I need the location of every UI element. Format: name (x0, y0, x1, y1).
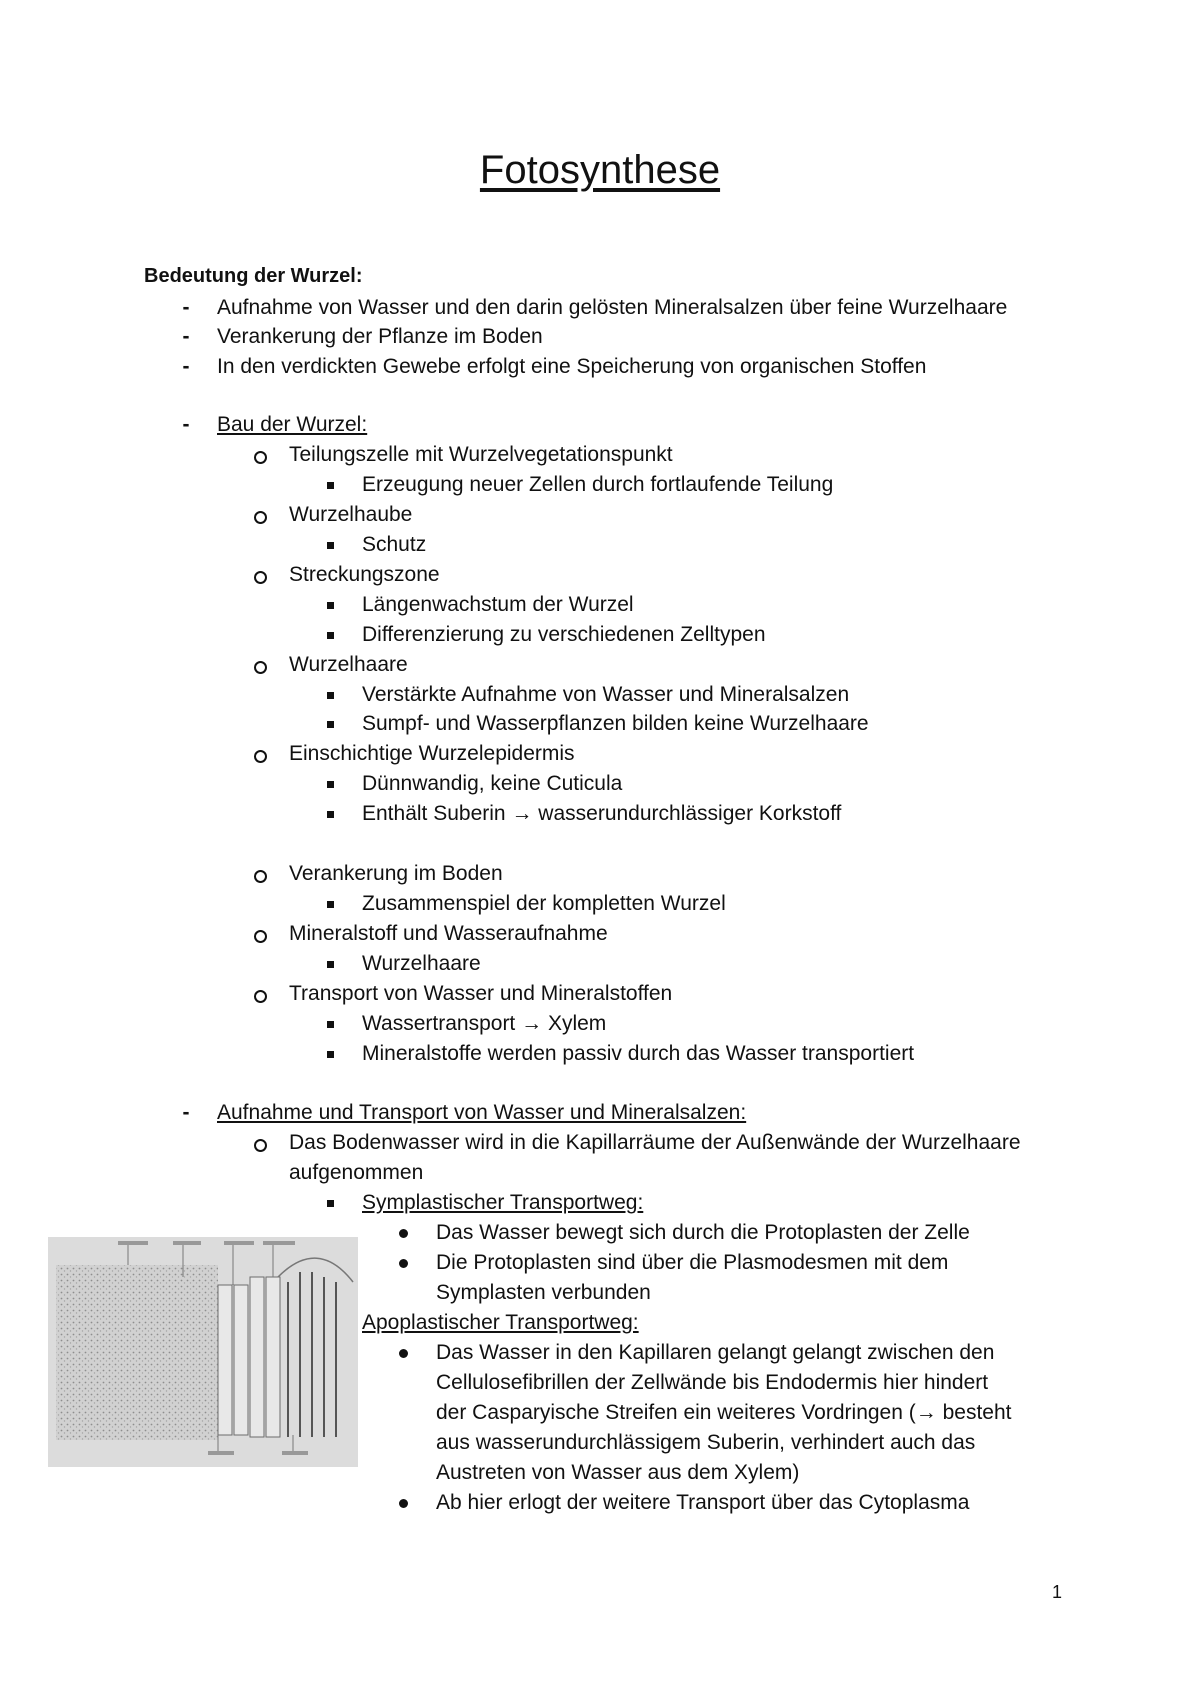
square-bullet (327, 692, 334, 699)
list-item: Wurzelhaare (289, 653, 408, 676)
circle-bullet (254, 990, 267, 1003)
circle-bullet (254, 451, 267, 464)
list-item: Das Bodenwasser wird in die Kapillarräume der Außenwände der Wurzelhaare (289, 1131, 1021, 1154)
subheading: Bau der Wurzel: (217, 413, 368, 436)
list-item: Aufnahme von Wasser und den darin gelösten Mineralsalzen über feine Wurzelhaare (217, 296, 1008, 319)
dot-bullet (399, 1349, 408, 1358)
list-text: besteht (942, 1401, 1012, 1424)
list-item: Differenzierung zu verschiedenen Zelltypen (362, 623, 766, 646)
square-bullet (327, 1051, 334, 1058)
list-item: Transport von Wasser und Mineralstoffen (289, 982, 673, 1005)
square-bullet (327, 1200, 334, 1207)
list-text: Wassertransport (362, 1012, 516, 1035)
circle-bullet (254, 661, 267, 674)
square-bullet (327, 811, 334, 818)
subheading: Symplastischer Transportweg: (362, 1191, 644, 1214)
square-bullet (327, 482, 334, 489)
list-item-continuation: aufgenommen (289, 1161, 424, 1184)
root-cross-section-image (48, 1237, 358, 1467)
list-item: Das Wasser bewegt sich durch die Protoplasten der Zelle (436, 1221, 970, 1244)
page-title: Fotosynthese (479, 148, 721, 192)
list-item: Streckungszone (289, 563, 440, 586)
circle-bullet (254, 750, 267, 763)
list-item-continuation: Symplasten verbunden (436, 1281, 651, 1304)
dash-bullet: - (182, 1101, 190, 1124)
list-item: Längenwachstum der Wurzel (362, 593, 634, 616)
dot-bullet (399, 1229, 408, 1238)
list-item: Einschichtige Wurzelepidermis (289, 742, 575, 765)
square-bullet (327, 1021, 334, 1028)
list-item: Verankerung im Boden (289, 862, 503, 885)
list-item: Mineralstoffe werden passiv durch das Wasser transportiert (362, 1042, 915, 1065)
list-item: Verankerung der Pflanze im Boden (217, 325, 543, 348)
list-item-continuation (436, 1398, 1011, 1428)
list-item: Zusammenspiel der kompletten Wurzel (362, 892, 726, 915)
list-item-continuation: Cellulosefibrillen der Zellwände bis Endodermis hier hindert (436, 1371, 989, 1394)
dot-bullet (399, 1259, 408, 1268)
square-bullet (327, 781, 334, 788)
square-bullet (327, 721, 334, 728)
dash-bullet: - (182, 296, 190, 319)
list-item: Schutz (362, 533, 427, 556)
list-text: Xylem (547, 1012, 607, 1035)
list-text: wasserundurchlässiger Korkstoff (538, 802, 842, 825)
root-diagram-svg (48, 1237, 358, 1467)
arrow-icon: → (511, 802, 533, 825)
list-item (362, 1009, 606, 1039)
square-bullet (327, 632, 334, 639)
list-item: Verstärkte Aufnahme von Wasser und Mineralsalzen (362, 683, 850, 706)
list-item: In den verdickten Gewebe erfolgt eine Speicherung von organischen Stoffen (217, 355, 927, 378)
list-item (362, 799, 841, 829)
dash-bullet: - (182, 355, 190, 378)
subheading: Aufnahme und Transport von Wasser und Mineralsalzen: (217, 1101, 747, 1124)
square-bullet (327, 901, 334, 908)
list-item: Mineralstoff und Wasseraufnahme (289, 922, 608, 945)
list-item-continuation: aus wasserundurchlässigem Suberin, verhindert auch das (436, 1431, 976, 1454)
list-item: Die Protoplasten sind über die Plasmodesmen mit dem (436, 1251, 949, 1274)
section-heading: Bedeutung der Wurzel: (144, 265, 363, 287)
list-item: Ab hier erlogt der weitere Transport über das Cytoplasma (436, 1491, 970, 1514)
list-item: Das Wasser in den Kapillaren gelangt gelangt zwischen den (436, 1341, 995, 1364)
dot-bullet (399, 1499, 408, 1508)
dash-bullet: - (182, 413, 190, 436)
list-item: Erzeugung neuer Zellen durch fortlaufende Teilung (362, 473, 834, 496)
list-text: der Casparyische Streifen ein weiteres Vordringen ( (436, 1401, 916, 1424)
circle-bullet (254, 930, 267, 943)
subheading: Apoplastischer Transportweg: (362, 1311, 639, 1334)
arrow-icon: → (521, 1012, 543, 1035)
arrow-icon: → (915, 1401, 937, 1424)
circle-bullet (254, 870, 267, 883)
page-number: 1 (1052, 1582, 1063, 1602)
list-item: Wurzelhaube (289, 503, 413, 526)
square-bullet (327, 602, 334, 609)
list-item: Dünnwandig, keine Cuticula (362, 772, 623, 795)
list-item: Wurzelhaare (362, 952, 481, 975)
circle-bullet (254, 1139, 267, 1152)
circle-bullet (254, 511, 267, 524)
dash-bullet: - (182, 325, 190, 348)
list-item: Teilungszelle mit Wurzelvegetationspunkt (289, 443, 673, 466)
square-bullet (327, 542, 334, 549)
list-item: Sumpf- und Wasserpflanzen bilden keine Wurzelhaare (362, 712, 869, 735)
list-text: Enthält Suberin (362, 802, 506, 825)
list-item-continuation: Austreten von Wasser aus dem Xylem) (436, 1461, 800, 1484)
square-bullet (327, 961, 334, 968)
circle-bullet (254, 571, 267, 584)
